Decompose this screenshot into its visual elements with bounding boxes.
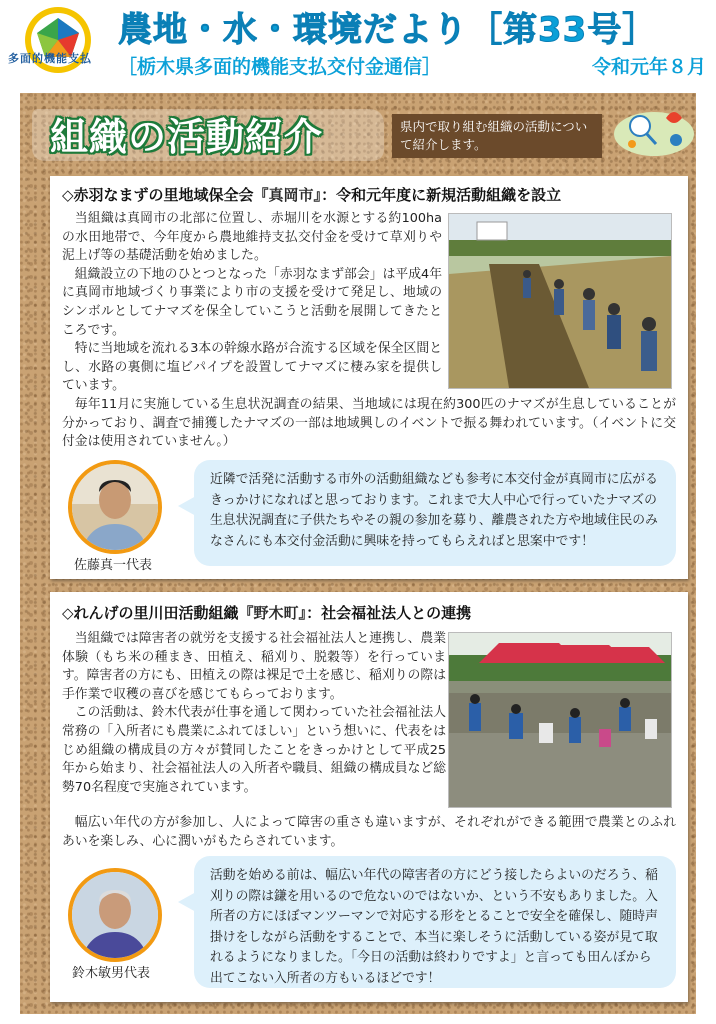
quote-bubble: 活動を始める前は、幅広い年代の障害者の方にどう接したらよいのだろう、稲刈りの際は鎌を用いるので危ないのではないか、という不安もありました。入所者の方にほぼマンツーマンで対応する形をとることで安全を確保し、随時声掛けをしながら活動をすることで、本当に楽しそうに活動している姿が見て取れるようになりました。「今日の活動は終わりですよ」と言っても田んぼから出てこない入所者の方もいるほどです！ [194,856,676,988]
decoration-icon [612,100,696,158]
section-title: 組織の活動紹介 [50,115,324,159]
quote-bubble: 近隣で活発に活動する市外の活動組織なども参考に本交付金が真岡市に広がるきっかけになればと思っております。これまで大人中心で行っていたナマズの生息状況調査に子供たちやその親の参加を募り、離農された方や地域住民のみなさんにも本交付金活動に興味を持ってもらえればと思案中です！ [194,460,676,566]
article-title: ◇赤羽なまずの里地域保全会 [62,186,254,204]
logo-text: 多面的機能支払 [8,52,92,65]
article-subtitle: ：社会福祉法人との連携 [306,604,472,622]
paragraph: 当組織は真岡市の北部に位置し、赤堀川を水源とする約100haの水田地帯で、今年度から農地維持支払交付金を受けて草刈りや泥上げ等の基礎活動を始めました。 [62,211,442,264]
newsletter-title: 農地・水・環境だより［第33号］ [118,10,658,50]
article-card-2 [50,592,688,1002]
person-icon [72,464,158,550]
paragraph: 毎年11月に実施している生息状況調査の結果、当地域には現在約300匹のナマズが生息していることが分かっており、調査で捕獲したナマズの一部は地域興しのイベントで振る舞われています。（イベントに交付金は使用されていません。） [62,397,676,450]
section-description: 県内で取り組む組織の活動について紹介します。 [392,114,602,158]
person-icon [72,872,158,958]
article-body [62,210,442,396]
article-body [62,630,446,797]
article-card-1 [50,176,688,579]
rice-planting-photo [448,632,672,808]
paragraph: 幅広い年代の方が参加し、人によって障害の重さも違いますが、それぞれができる範囲で農業とのふれあいを楽しみ、心に潤いがもたらされています。 [62,815,676,849]
canal-work-photo [448,213,672,389]
person-name: 佐藤真一代表 [74,558,153,573]
paragraph: この活動は、鈴木代表が仕事を通して関わっていた社会福祉法人常務の「入所者にも農業にふれてほしい」という想いに、代表をはじめ組織の構成員の方々が賛同したことをきっかけとして平成25年から始まり、社会福祉法人の入所者や職員、組織の構成員など総勢70名程度で実施されています。 [62,705,446,795]
article-heading [62,184,561,205]
paragraph: 組織設立の下地のひとつとなった「赤羽なまず部会」は平成4年に真岡市地域づくり事業により市の支援を受けて発足し、地域のシンボルとしてナマズを保全していこうと活動を展開してきたところです。 [62,266,442,338]
person-name: 鈴木敏男代表 [72,966,151,981]
avatar [68,868,162,962]
article-body-wide [62,814,676,851]
article-place: 『真岡市』 [253,186,322,204]
page-header [0,0,716,92]
newsletter-subtitle: ［栃木県多面的機能支払交付金通信］ [118,56,442,78]
article-title: ◇れんげの里川田活動組織 [62,604,239,622]
paragraph: 特に当地域を流れる3本の幹線水路が合流する区域を保全区間とし、水路の裏側に塩ビパイプを設置してナマズに棲み家を提供しています。 [62,341,442,394]
avatar [68,460,162,554]
article-place: 『野木町』 [238,604,307,622]
article-subtitle: ：令和元年度に新規活動組織を設立 [321,186,562,204]
article-body-wide [62,396,676,452]
issue-date: 令和元年８月 [591,56,706,78]
paragraph: 当組織では障害者の就労を支援する社会福祉法人と連携し、農業体験（もち米の種まき、田植え、稲刈り、脱穀等）を行っています。障害者の方にも、田植えの際は裸足で土を感じ、稲刈りの際は手作業で収穫の喜びを感じてもらっております。 [62,631,446,702]
article-heading [62,602,471,623]
